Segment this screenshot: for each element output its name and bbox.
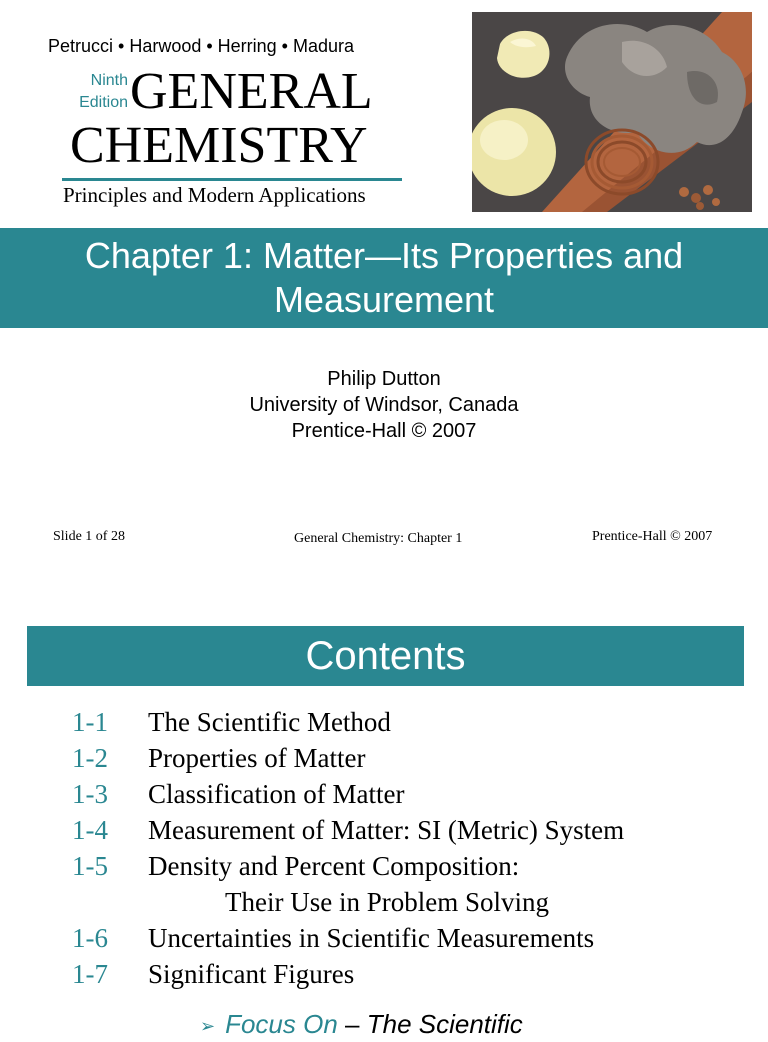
section-title: Uncertainties in Scientific Measurements (148, 923, 595, 953)
section-title: Classification of Matter (148, 779, 405, 809)
title-rule (62, 178, 402, 181)
section-number: 1-7 (72, 959, 108, 989)
edition-line-1: Ninth (90, 72, 128, 89)
cover-photo (472, 12, 752, 212)
chapter-title: Chapter 1: Matter—Its Properties and Measurement (84, 235, 684, 320)
section-title: The Scientific Method (148, 707, 391, 737)
section-title-continuation: Their Use in Problem Solving (225, 887, 549, 917)
section-title: Density and Percent Composition: (148, 851, 520, 881)
list-item (0, 920, 768, 956)
arrow-bullet-icon: ➢ (200, 1016, 216, 1037)
publisher: Prentice-Hall © 2007 (291, 420, 477, 442)
table-of-contents (0, 704, 768, 992)
credits-block (0, 366, 768, 444)
contents-slide (0, 560, 768, 1039)
edition-label (64, 70, 128, 114)
book-title-line-2: CHEMISTRY (70, 117, 368, 174)
section-title: Significant Figures (148, 959, 355, 989)
book-subtitle: Principles and Modern Applications (63, 183, 366, 207)
list-item-continuation (0, 884, 768, 920)
affiliation: University of Windsor, Canada (249, 394, 519, 416)
slide-number: Slide 1 of 28 (53, 529, 125, 544)
footer-center: General Chemistry: Chapter 1 (294, 531, 463, 546)
contents-banner (27, 626, 744, 686)
book-title-line-1: GENERAL (130, 63, 373, 120)
section-number: 1-5 (72, 851, 108, 881)
section-number: 1-2 (72, 743, 108, 773)
focus-on-title: The Scientific (366, 1009, 523, 1039)
list-item (0, 740, 768, 776)
section-number: 1-3 (72, 779, 108, 809)
presenter-name: Philip Dutton (327, 368, 441, 390)
list-item (0, 848, 768, 884)
section-number: 1-6 (72, 923, 108, 953)
section-title: Properties of Matter (148, 743, 366, 773)
section-number: 1-4 (72, 815, 108, 845)
focus-on-link[interactable]: ➢ Focus On – The Scientific (200, 1009, 523, 1039)
edition-line-2: Edition (79, 94, 128, 111)
list-item (0, 812, 768, 848)
list-item (0, 956, 768, 992)
section-title: Measurement of Matter: SI (Metric) System (148, 815, 625, 845)
chemical-elements-photo-icon (472, 12, 752, 212)
focus-on-label: Focus On (225, 1009, 338, 1039)
footer-right: Prentice-Hall © 2007 (592, 529, 713, 544)
chapter-banner (0, 228, 768, 328)
authors-line: Petrucci • Harwood • Herring • Madura (48, 36, 355, 56)
section-number: 1-1 (72, 707, 108, 737)
list-item (0, 704, 768, 740)
contents-title: Contents (305, 634, 466, 678)
list-item (0, 776, 768, 812)
